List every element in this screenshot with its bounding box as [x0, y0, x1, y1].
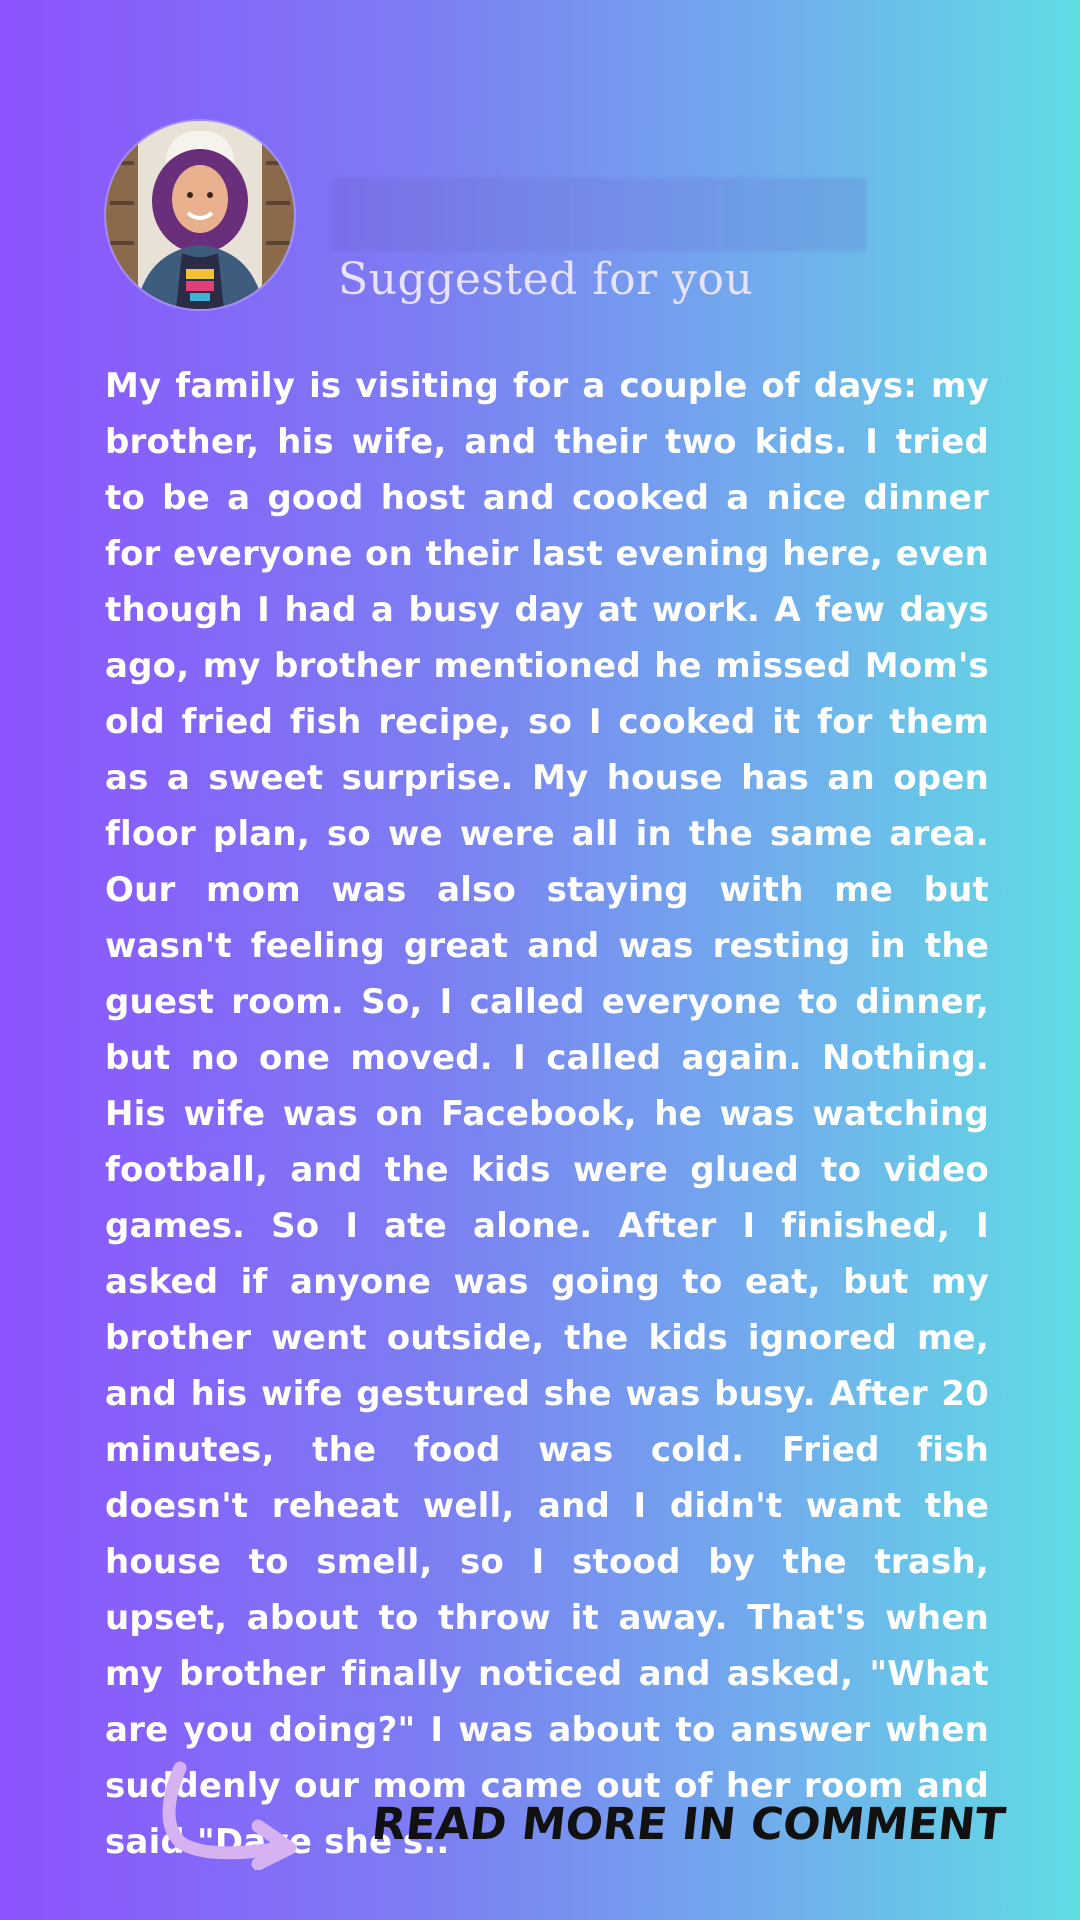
author-name-redacted[interactable]	[332, 178, 866, 251]
read-more-button[interactable]: READ MORE IN COMMENT	[369, 1799, 1008, 1850]
curved-arrow-icon	[150, 1760, 305, 1870]
post-body-text: My family is visiting for a couple of days: my brother, his wife, and their two kids. I tried to be a good host and cooked a nice dinner for everyone on their last evening here, even though I had a busy day at work. A few days ago, my brother mentioned he missed Mom's old fried fish recipe, so I cooked it for them as a sweet surprise. My house has an open floor plan, so we were all in the same area. Our mom was also staying with me but wasn't feeling great and was resting in the guest room. So, I called everyone to dinner, but no one moved. I called again. Nothing. His wife was on Facebook, he was watching football, and the kids were glued to video games. So I ate alone. After I finished, I asked if anyone was going to eat, but my brother went outside, the kids ignored me, and his wife gestured she was busy. After 20 minutes, the food was cold. Fried fish doesn't reheat well, and I didn't want the house to smell, so I stood by the trash, upset, about to throw it away. That's when my brother finally noticed and asked, "What are you doing?" I was about to answer when suddenly our mom came out of her room and said "Dave she's..	[105, 366, 989, 1862]
avatar-photo-icon	[106, 121, 294, 309]
author-avatar[interactable]	[106, 121, 294, 309]
post-meta-suggested: Suggested for you	[338, 254, 754, 305]
